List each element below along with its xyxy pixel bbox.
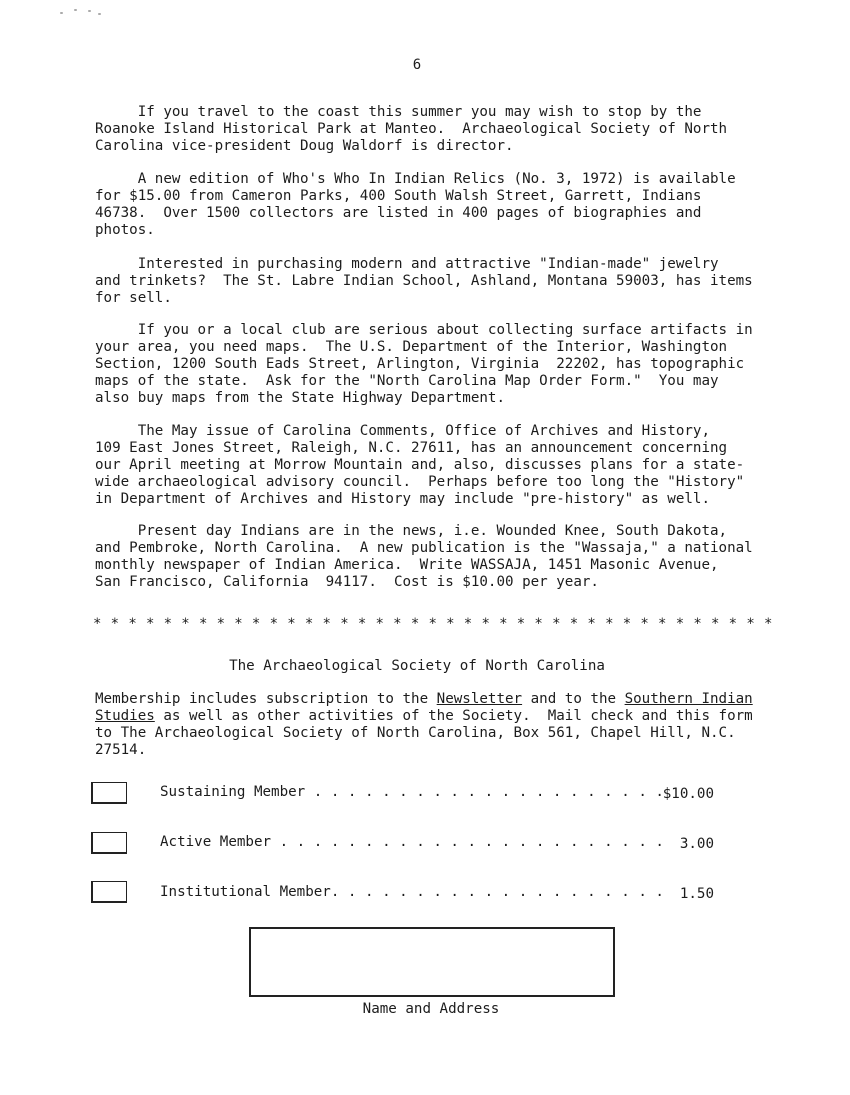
paragraph-roanoke	[95, 104, 750, 155]
sustaining-member-checkbox[interactable]	[91, 782, 127, 804]
text-line: also buy maps from the State Highway Department.	[95, 389, 505, 406]
text-line: our April meeting at Morrow Mountain and, also, discusses plans for a state-	[95, 456, 745, 473]
paragraph-carolina-comments	[95, 423, 750, 508]
text-line: 27514.	[95, 741, 147, 758]
newsletter-title: Newsletter	[436, 691, 523, 707]
text-line: Section, 1200 South Eads Street, Arlington, Virginia 22202, has topographic	[95, 355, 745, 372]
text-line: for sell.	[95, 289, 172, 306]
text-line: in Department of Archives and History may include "pre-history" as well.	[95, 490, 710, 507]
membership-intro	[95, 691, 753, 759]
sustaining-member-label: Sustaining Member . . . . . . . . . . . . . . . . . . . . .	[160, 784, 664, 800]
text-line: 109 East Jones Street, Raleigh, N.C. 27611, has an announcement concerning	[95, 439, 728, 456]
paragraph-jewelry	[95, 256, 753, 307]
text-line: and Pembroke, North Carolina. A new publication is the "Wassaja," a national	[95, 539, 753, 556]
text-line: monthly newspaper of Indian America. Write WASSAJA, 1451 Masonic Avenue,	[95, 556, 719, 573]
institutional-member-label: Institutional Member. . . . . . . . . . . . . . . . . . . .	[160, 884, 664, 900]
paragraph-maps	[95, 322, 753, 407]
sustaining-member-price: $10.00	[662, 786, 714, 802]
paragraph-whos-who	[95, 171, 750, 239]
intro-text: and to the	[522, 691, 625, 707]
active-member-label: Active Member . . . . . . . . . . . . . . . . . . . . . . .	[160, 834, 664, 850]
page-number: 6	[412, 57, 422, 73]
text-line: If you travel to the coast this summer you may wish to stop by the	[95, 104, 702, 120]
text-line: Interested in purchasing modern and attractive "Indian-made" jewelry	[95, 256, 719, 272]
intro-text: Membership includes subscription to the	[95, 691, 437, 707]
text-line: photos.	[95, 221, 155, 238]
text-line	[95, 707, 753, 725]
text-line: If you or a local club are serious about collecting surface artifacts in	[95, 322, 753, 338]
text-line: for $15.00 from Cameron Parks, 400 South Walsh Street, Garrett, Indians	[95, 187, 702, 204]
text-line: Carolina vice-president Doug Waldorf is director.	[95, 137, 514, 154]
active-member-checkbox[interactable]	[91, 832, 127, 854]
southern-indian-studies-title: Studies	[95, 707, 155, 724]
institutional-member-price: 1.50	[679, 886, 714, 902]
scan-specks	[60, 6, 120, 18]
text-line: to The Archaeological Society of North Carolina, Box 561, Chapel Hill, N.C.	[95, 724, 736, 741]
text-line: San Francisco, California 94117. Cost is $10.00 per year.	[95, 573, 599, 590]
active-member-price: 3.00	[679, 836, 714, 852]
text-line: Present day Indians are in the news, i.e. Wounded Knee, South Dakota,	[95, 523, 728, 539]
text-line: 46738. Over 1500 collectors are listed in 400 pages of biographies and	[95, 204, 702, 221]
text-line: wide archaeological advisory council. Perhaps before too long the "History"	[95, 473, 745, 490]
society-title: The Archaeological Society of North Carolina	[229, 658, 605, 674]
intro-text: as well as other activities of the Society. Mail check and this form	[154, 707, 753, 724]
text-line: your area, you need maps. The U.S. Department of the Interior, Washington	[95, 338, 728, 355]
institutional-member-checkbox[interactable]	[91, 881, 127, 903]
name-address-box[interactable]	[249, 927, 615, 997]
text-line: and trinkets? The St. Labre Indian School, Ashland, Montana 59003, has items	[95, 272, 753, 289]
text-line	[95, 691, 753, 708]
paragraph-indians-news	[95, 523, 753, 591]
text-line: A new edition of Who's Who In Indian Relics (No. 3, 1972) is available	[95, 171, 736, 187]
southern-indian-studies-title: Southern Indian	[624, 691, 753, 707]
text-line: maps of the state. Ask for the "North Carolina Map Order Form." You may	[95, 372, 719, 389]
text-line: Roanoke Island Historical Park at Manteo. Archaeological Society of North	[95, 120, 728, 137]
name-address-label: Name and Address	[362, 1001, 500, 1017]
text-line: The May issue of Carolina Comments, Office of Archives and History,	[95, 423, 710, 439]
asterisk-separator: * * * * * * * * * * * * * * * * * * * * * * * * * * * * * * * * * * * * * * *	[93, 616, 773, 632]
